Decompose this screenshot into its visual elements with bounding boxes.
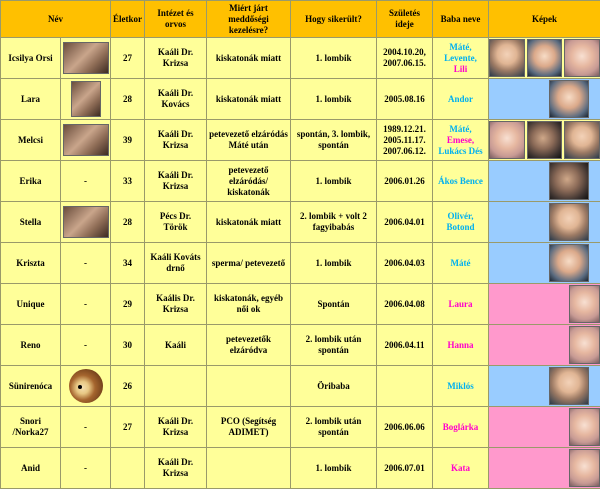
cell-age (111, 448, 145, 489)
header-row (1, 1, 600, 38)
cell-baby (433, 202, 489, 243)
cell-age: 30 (111, 325, 145, 366)
cell-birth: 2006.01.26 (377, 161, 433, 202)
table-row (1, 366, 600, 407)
cell-birth: 2006.04.01 (377, 202, 433, 243)
cell-avatar (61, 407, 111, 448)
cell-name: Sünirenóca (1, 366, 61, 407)
baby-name: Máté (435, 258, 486, 269)
cell-baby (433, 448, 489, 489)
cell-clinic (145, 366, 207, 407)
baby-name: Ákos Bence (435, 176, 486, 187)
cell-name: Melcsi (1, 120, 61, 161)
cell-baby (433, 243, 489, 284)
picture-strip (489, 80, 600, 118)
header-pics: Képek (489, 1, 600, 38)
baby-name: Emese, (435, 135, 486, 146)
mother-photo (63, 42, 109, 74)
cell-age: 26 (111, 366, 145, 407)
cell-pictures (489, 243, 600, 284)
no-photo-dash: - (84, 340, 87, 350)
baby-photo (527, 121, 563, 159)
cell-avatar (61, 243, 111, 284)
cell-reason: petevezető elzáródás Máté után (207, 120, 291, 161)
cell-avatar (61, 161, 111, 202)
cell-pictures (489, 366, 600, 407)
header-how: Hogy sikerült? (291, 1, 377, 38)
cell-age: 27 (111, 38, 145, 79)
header-age: Életkor (111, 1, 145, 38)
picture-strip (489, 39, 600, 77)
cell-baby (433, 284, 489, 325)
cell-avatar (61, 366, 111, 407)
cell-how: 2. lombik + volt 2 fagyibabás (291, 202, 377, 243)
cell-pictures (489, 38, 600, 79)
cell-birth: 1989.12.21. 2005.11.17. 2007.06.12. (377, 120, 433, 161)
cell-how: 1. lombik (291, 448, 377, 489)
cell-pictures (489, 161, 600, 202)
cell-birth: 2004.10.20, 2007.06.15. (377, 38, 433, 79)
no-photo-dash: - (84, 299, 87, 309)
cell-age: 28 (111, 79, 145, 120)
cell-clinic: Kaáli (145, 325, 207, 366)
cell-name: Reno (1, 325, 61, 366)
cell-age: 28 (111, 202, 145, 243)
cell-avatar (61, 120, 111, 161)
mother-photo (63, 124, 109, 156)
cell-age: 29 (111, 284, 145, 325)
no-photo-dash: - (84, 422, 87, 432)
baby-photo (489, 39, 525, 77)
cell-clinic: Kaáli Dr. Krizsa (145, 38, 207, 79)
cell-how: 1. lombik (291, 38, 377, 79)
cell-reason (207, 448, 291, 489)
cell-age: 27 (111, 407, 145, 448)
cell-birth: 2006.07.01 (377, 448, 433, 489)
cell-birth: 2006.06.06 (377, 407, 433, 448)
cell-reason: PCO (Segítség ADIMET) (207, 407, 291, 448)
baby-name: Olivér, (435, 211, 486, 222)
cell-reason: kiskatonák miatt (207, 202, 291, 243)
cell-clinic: Kaáli Dr. Krizsa (145, 448, 207, 489)
cell-pictures (489, 202, 600, 243)
picture-strip (489, 203, 600, 241)
baby-photo (564, 39, 600, 77)
baby-name: Boglárka (435, 422, 486, 433)
cell-age: 34 (111, 243, 145, 284)
cell-age: 33 (111, 161, 145, 202)
baby-photo (569, 449, 600, 487)
cell-how: 1. lombik (291, 243, 377, 284)
baby-photo (569, 285, 600, 323)
cell-pictures (489, 79, 600, 120)
baby-name: Lukács Dés (435, 146, 486, 157)
cell-name: Snori /Norka27 (1, 407, 61, 448)
baby-photo (549, 203, 589, 241)
cell-pictures (489, 407, 600, 448)
baby-photo (489, 121, 525, 159)
cell-age: 39 (111, 120, 145, 161)
cell-reason: petevezetők elzáródva (207, 325, 291, 366)
table-row (1, 38, 600, 79)
cell-name: Icsilya Orsi (1, 38, 61, 79)
no-photo-dash: - (84, 258, 87, 268)
table-row (1, 202, 600, 243)
cell-avatar (61, 79, 111, 120)
header-baby: Baba neve (433, 1, 489, 38)
picture-strip (489, 326, 600, 364)
cell-pictures (489, 284, 600, 325)
cell-pictures (489, 325, 600, 366)
table-row (1, 448, 600, 489)
cell-avatar (61, 38, 111, 79)
cell-reason: kiskatonák miatt (207, 38, 291, 79)
cell-name: Kriszta (1, 243, 61, 284)
mother-photo (71, 81, 101, 117)
no-photo-dash: - (84, 463, 87, 473)
table-row (1, 325, 600, 366)
baby-name: Kata (435, 463, 486, 474)
cell-how: 1. lombik (291, 161, 377, 202)
baby-photo (527, 39, 563, 77)
baby-name: Máté, (435, 124, 486, 135)
cell-reason: sperma/ petevezető (207, 243, 291, 284)
cell-birth: 2005.08.16 (377, 79, 433, 120)
cell-baby (433, 366, 489, 407)
picture-strip (489, 449, 600, 487)
picture-strip (489, 285, 600, 323)
cell-clinic: Kaáli Dr. Krizsa (145, 120, 207, 161)
baby-photo (549, 367, 589, 405)
baby-name: Hanna (435, 340, 486, 351)
cell-baby (433, 161, 489, 202)
table-row (1, 407, 600, 448)
baby-name: Botond (435, 222, 486, 233)
cell-birth: 2006.04.11 (377, 325, 433, 366)
header-reason: Miért járt meddőségi kezelésre? (207, 1, 291, 38)
cell-avatar (61, 448, 111, 489)
cell-pictures (489, 448, 600, 489)
cell-how: 2. lombik után spontán (291, 407, 377, 448)
cell-clinic: Kaáli Dr. Krizsa (145, 161, 207, 202)
cell-clinic: Kaáli Kováts drnő (145, 243, 207, 284)
cell-birth: 2006.04.08 (377, 284, 433, 325)
baby-name: Miklós (435, 381, 486, 392)
cell-birth (377, 366, 433, 407)
baby-photo (564, 121, 600, 159)
cell-avatar (61, 202, 111, 243)
cell-baby (433, 325, 489, 366)
cell-clinic: Kaáli Dr. Kovács (145, 79, 207, 120)
baby-photo (569, 408, 600, 446)
picture-strip (489, 408, 600, 446)
cell-birth: 2006.04.03 (377, 243, 433, 284)
baby-name: Máté, (435, 42, 486, 53)
cell-reason: kiskatonák, egyéb női ok (207, 284, 291, 325)
cell-name: Unique (1, 284, 61, 325)
header-name: Név (1, 1, 111, 38)
cell-reason: petevezető elzáródás/ kiskatonák (207, 161, 291, 202)
baby-name: Levente, (435, 53, 486, 64)
cell-baby (433, 38, 489, 79)
baby-name: Laura (435, 299, 486, 310)
table-row (1, 243, 600, 284)
picture-strip (489, 244, 600, 282)
mother-photo (63, 206, 109, 238)
cell-how: 2. lombik után spontán (291, 325, 377, 366)
baby-photo (569, 326, 600, 364)
cell-clinic: Pécs Dr. Török (145, 202, 207, 243)
baby-photo (549, 244, 589, 282)
no-photo-dash: - (84, 176, 87, 186)
baby-name: Andor (435, 94, 486, 105)
baby-photo (549, 162, 589, 200)
cell-avatar (61, 284, 111, 325)
cell-clinic: Kaális Dr. Krizsa (145, 284, 207, 325)
cell-how: spontán, 3. lombik, spontán (291, 120, 377, 161)
cell-name: Lara (1, 79, 61, 120)
picture-strip (489, 367, 600, 405)
cell-how: Spontán (291, 284, 377, 325)
table-row (1, 79, 600, 120)
cell-reason (207, 366, 291, 407)
cell-how: Öribaba (291, 366, 377, 407)
table-row (1, 120, 600, 161)
header-clinic: Intézet és orvos (145, 1, 207, 38)
table-row (1, 161, 600, 202)
cell-avatar (61, 325, 111, 366)
hedgehog-icon (69, 369, 103, 403)
cell-pictures (489, 120, 600, 161)
cell-reason: kiskatonák miatt (207, 79, 291, 120)
cell-baby (433, 407, 489, 448)
cell-baby (433, 79, 489, 120)
cell-clinic: Kaáli Dr. Krizsa (145, 407, 207, 448)
header-birth: Születés ideje (377, 1, 433, 38)
cell-how: 1. lombik (291, 79, 377, 120)
baby-name: Lili (435, 64, 486, 75)
cell-baby (433, 120, 489, 161)
cell-name: Anid (1, 448, 61, 489)
cell-name: Erika (1, 161, 61, 202)
cell-name: Stella (1, 202, 61, 243)
baby-photo (549, 80, 589, 118)
picture-strip (489, 162, 600, 200)
picture-strip (489, 121, 600, 159)
table-row (1, 284, 600, 325)
